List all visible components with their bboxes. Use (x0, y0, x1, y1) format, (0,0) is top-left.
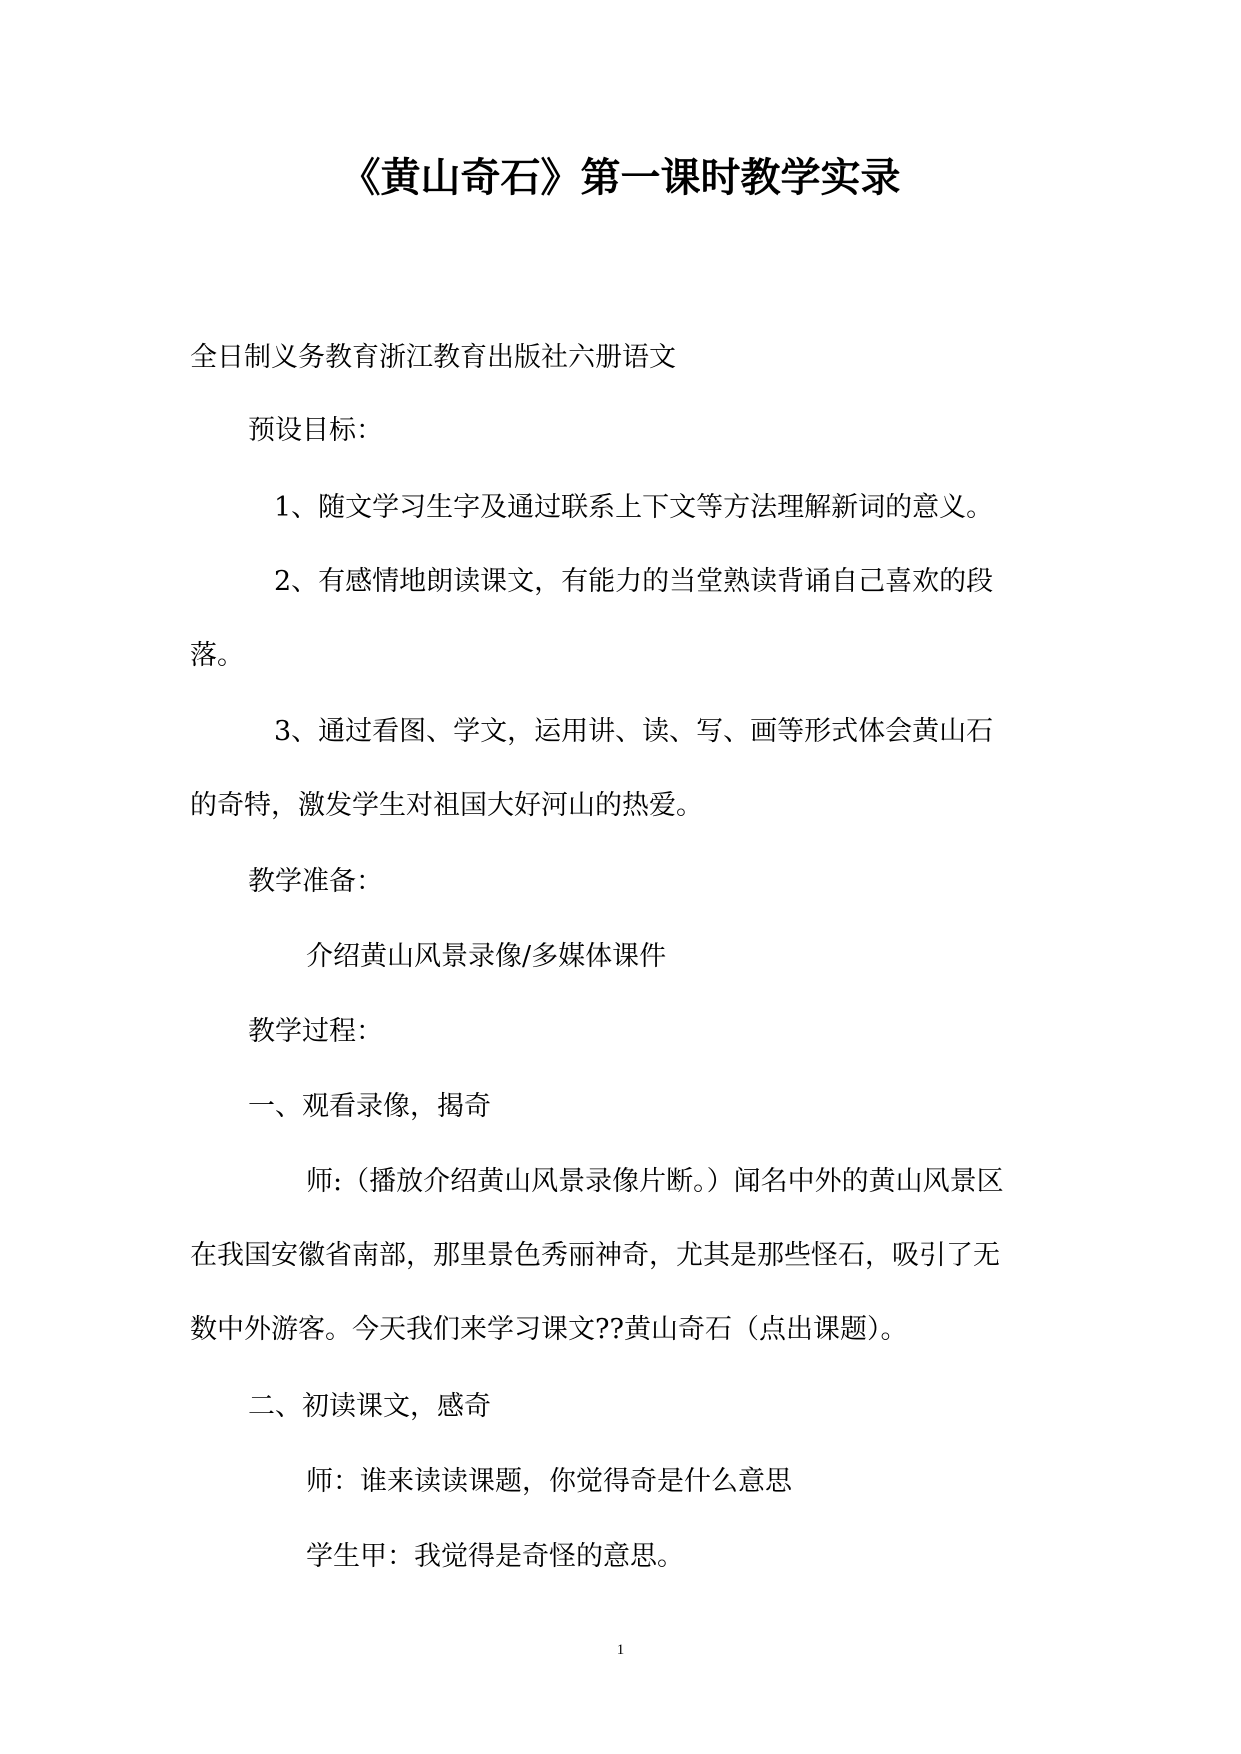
document-title: 《黄山奇石》第一课时教学实录 (340, 155, 901, 201)
paragraph-goal-2-cont: 落。 (190, 640, 244, 671)
paragraph-prep-heading: 教学准备： (248, 866, 383, 897)
paragraph-goals-heading: 预设目标： (248, 415, 383, 446)
paragraph-goal-2: 2、有感情地朗读课文，有能力的当堂熟读背诵自己喜欢的段 (274, 566, 994, 597)
paragraph-section-1: 一、观看录像，揭奇 (248, 1091, 491, 1122)
paragraph-goal-1: 1、随文学习生字及通过联系上下文等方法理解新词的意义。 (274, 492, 994, 523)
paragraph-teacher-1-cont-b: 数中外游客。今天我们来学习课文??黄山奇石（点出课题）。 (190, 1314, 908, 1345)
paragraph-section-2: 二、初读课文，感奇 (248, 1391, 491, 1422)
paragraph-textbook: 全日制义务教育浙江教育出版社六册语文 (190, 342, 676, 373)
paragraph-goal-3-cont: 的奇特，激发学生对祖国大好河山的热爱。 (190, 790, 703, 821)
paragraph-teacher-1: 师:（播放介绍黄山风景录像片断。）闻名中外的黄山风景区 (306, 1166, 1004, 1197)
page-number: 1 (616, 1642, 625, 1658)
paragraph-goal-3: 3、通过看图、学文，运用讲、读、写、画等形式体会黄山石 (274, 716, 994, 747)
paragraph-teacher-1-cont-a: 在我国安徽省南部，那里景色秀丽神奇，尤其是那些怪石，吸引了无 (190, 1240, 1000, 1271)
paragraph-process-heading: 教学过程： (248, 1016, 383, 1047)
paragraph-teacher-2: 师：谁来读读课题，你觉得奇是什么意思 (306, 1466, 792, 1497)
paragraph-student-a: 学生甲：我觉得是奇怪的意思。 (306, 1541, 684, 1572)
paragraph-prep-item: 介绍黄山风景录像/多媒体课件 (306, 941, 667, 972)
